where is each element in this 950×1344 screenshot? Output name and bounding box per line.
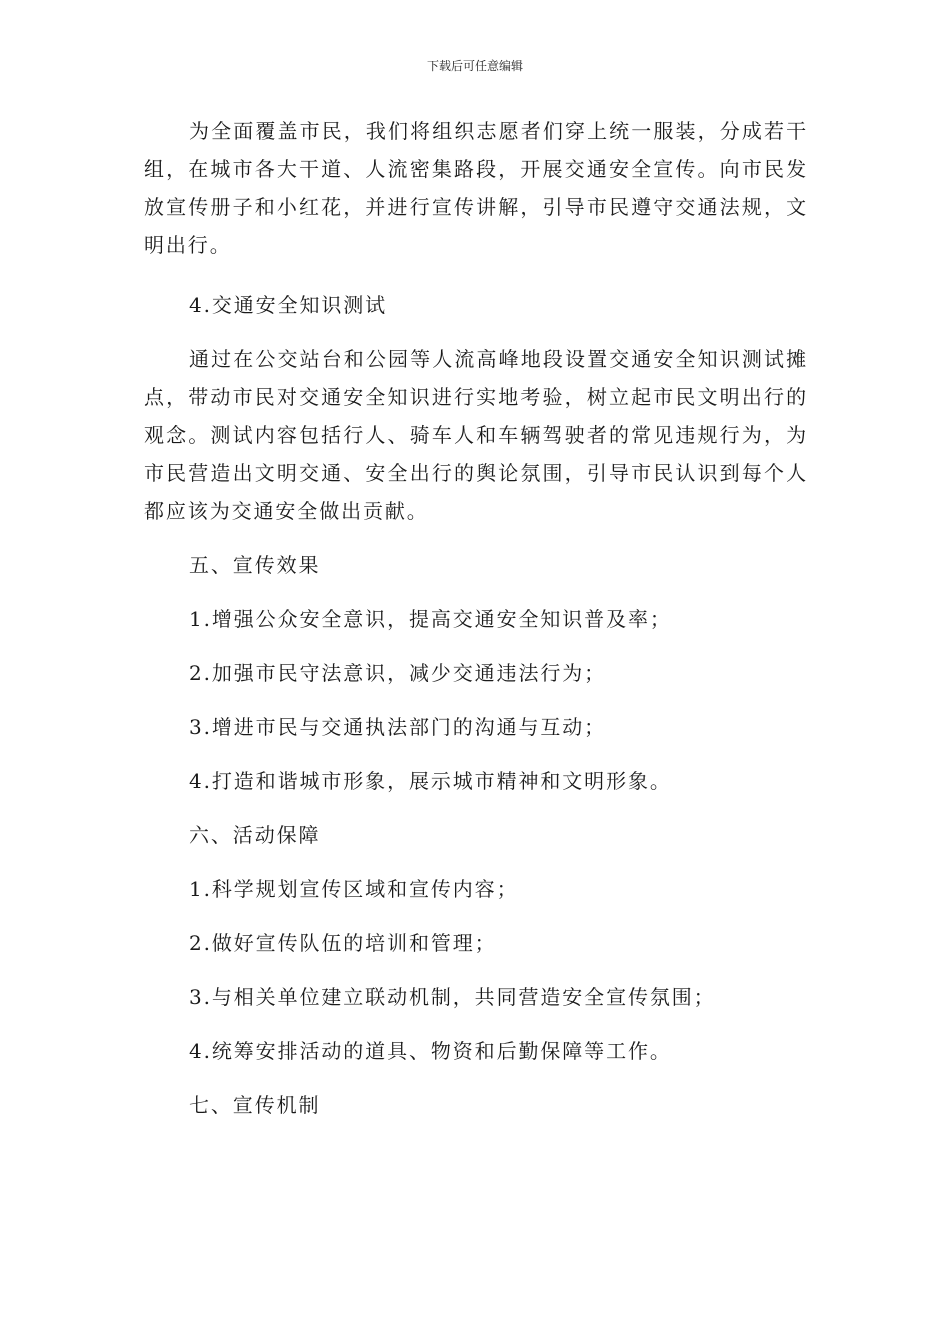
page-header: 下载后可任意编辑 xyxy=(426,59,523,73)
list-item: 3.增进市民与交通执法部门的沟通与互动； xyxy=(189,715,607,739)
section-heading-effects: 五、宣传效果 xyxy=(189,553,321,577)
section-heading-guarantee: 六、活动保障 xyxy=(189,823,321,847)
list-item: 1.科学规划宣传区域和宣传内容； xyxy=(189,877,519,901)
list-item: 4.打造和谐城市形象，展示城市精神和文明形象。 xyxy=(189,769,672,793)
list-item: 3.与相关单位建立联动机制，共同营造安全宣传氛围； xyxy=(189,985,716,1009)
subheading-safety-quiz: 4.交通安全知识测试 xyxy=(189,293,388,317)
list-item: 2.做好宣传队伍的培训和管理； xyxy=(189,931,497,955)
list-item: 1.增强公众安全意识，提高交通安全知识普及率； xyxy=(189,607,672,631)
paragraph-volunteer-publicity: 为全面覆盖市民，我们将组织志愿者们穿上统一服装，分成若干组，在城市各大干道、人流密集路段，开展交通安全宣传。向市民发放宣传册子和小红花，并进行宣传讲解，引导市民遵守交通法规，文明出行。 xyxy=(144,119,808,257)
document-body xyxy=(144,112,808,1124)
list-item: 2.加强市民守法意识，减少交通违法行为； xyxy=(189,661,607,685)
section-heading-mechanism: 七、宣传机制 xyxy=(189,1093,321,1117)
paragraph-safety-quiz: 通过在公交站台和公园等人流高峰地段设置交通安全知识测试摊点，带动市民对交通安全知识进行实地考验，树立起市民文明出行的观念。测试内容包括行人、骑车人和车辆驾驶者的常见违规行为，为市民营造出文明交通、安全出行的舆论氛围，引导市民认识到每个人都应该为交通安全做出贡献。 xyxy=(144,347,808,523)
list-item: 4.统筹安排活动的道具、物资和后勤保障等工作。 xyxy=(189,1039,672,1063)
